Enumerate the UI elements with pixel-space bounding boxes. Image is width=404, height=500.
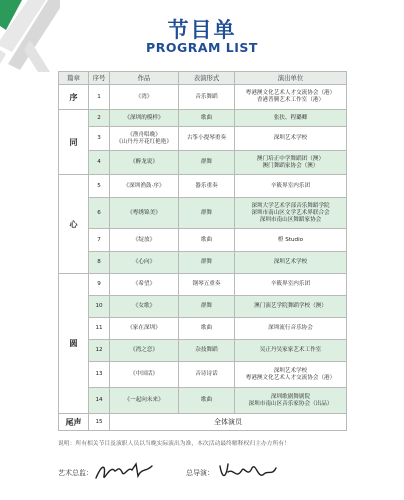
unit-line: 深圳艺术学校 [273,259,308,265]
item-work: 《醉龙说》 [110,151,179,175]
item-form: 杂技舞蹈 [179,340,235,362]
item-unit [235,229,347,252]
item-number: 14 [89,388,110,414]
table-row [59,318,347,340]
unit-line: 澳门演艺学院舞蹈学校（澳） [254,303,327,309]
unit-line: 橙 Studio [277,236,304,243]
item-number: 8 [89,252,110,274]
item-form: 音诗诗话 [179,362,235,388]
item-unit [235,252,347,274]
table-row [59,252,347,274]
unit-line: 辛筱界室内乐团 [270,281,311,287]
item-work: 《心向》 [110,252,179,274]
unit-line: 深圳艺术学校 [273,367,308,374]
item-form: 古筝小提琴重奏 [179,127,235,151]
item-form: 群舞 [179,198,235,229]
work-line: 《渔舟唱晚》 [127,131,161,138]
program-table [58,71,347,431]
item-number: 5 [89,175,110,198]
chief-director-label: 总导演： [186,469,214,477]
section-name: 圆 [59,274,89,414]
item-form: 歌曲 [179,318,235,340]
item-unit [235,340,347,362]
item-unit [235,110,347,127]
item-number: 1 [89,85,110,110]
table-row [59,362,347,388]
item-number: 4 [89,151,110,175]
table-row [59,175,347,198]
unit-line: 深圳市南山区文学艺术界联合会 [251,209,330,216]
unit-line: 深圳歌剧舞剧院 [270,393,311,400]
item-work: 《深圳渔鼓·序》 [110,175,179,198]
unit-line: 深圳大学艺术学部音乐舞蹈学院 [251,202,330,209]
unit-line: 吴正丹吴家家艺术工作室 [259,347,322,353]
item-unit [235,127,347,151]
item-number: 11 [89,318,110,340]
item-number: 9 [89,274,110,296]
item-work [110,127,179,151]
chief-director-signature-icon [216,458,278,486]
item-number: 15 [89,414,110,431]
item-work: 《希望》 [110,274,179,296]
item-form: 钢琴五重奏 [179,274,235,296]
section-name: 同 [59,110,89,175]
unit-line: 辛筱界室内乐团 [270,182,311,189]
unit-line: 张扶、程璐卿 [273,114,308,121]
table-row [59,198,347,229]
table-row [59,229,347,252]
item-unit [235,274,347,296]
item-number: 13 [89,362,110,388]
item-work: 《女歌》 [110,296,179,318]
item-unit [235,85,347,110]
unit-line: 深圳市南山区音乐家协会（出品） [248,400,333,407]
page-subtitle: PROGRAM LIST [146,40,258,55]
section-name: 序 [59,85,89,110]
art-director-signature-icon [94,458,156,486]
item-work: 《湾之恋》 [110,340,179,362]
item-unit [235,318,347,340]
item-form: 器乐重奏 [179,175,235,198]
item-work: 《湾》 [110,85,179,110]
table-row [59,110,347,127]
item-unit [235,198,347,229]
unit-line: 香港普腾艺术工作室（港） [256,97,325,103]
unit-line: 深圳流行音乐协会 [268,325,313,331]
table-row [59,296,347,318]
item-merged: 全体演员 [110,414,347,431]
item-work: 《一起向未来》 [110,388,179,414]
column-header: 篇章 [59,72,89,85]
item-form: 群舞 [179,252,235,274]
item-work: 《深圳的模样》 [110,110,179,127]
item-form: 歌曲 [179,388,235,414]
art-director-label: 艺术总监： [58,469,93,477]
item-unit [235,296,347,318]
item-number: 7 [89,229,110,252]
item-number: 6 [89,198,110,229]
column-header: 序号 [89,72,110,85]
column-header: 演出单位 [235,72,347,85]
unit-line: 深圳艺术学校 [273,135,308,141]
item-number: 2 [89,110,110,127]
unit-line: 粤港澳文化艺术人才交流协会（港） [245,90,336,96]
item-number: 12 [89,340,110,362]
signature-row [58,458,358,488]
table-row [59,274,347,296]
item-number: 10 [89,296,110,318]
item-unit [235,175,347,198]
item-form: 群舞 [179,151,235,175]
item-unit [235,151,347,175]
item-form: 音乐舞蹈 [179,85,235,110]
unit-line: 澳门舞蹈家协会（澳） [262,162,319,169]
table-row [59,340,347,362]
item-unit [235,388,347,414]
item-work: 《家在深圳》 [110,318,179,340]
unit-line: 澳门培正中学舞蹈团（澳） [256,155,325,162]
table-row [59,414,347,431]
table-row [59,388,347,414]
item-form: 群舞 [179,296,235,318]
section-name: 尾声 [59,414,89,431]
unit-line: 粤港澳文化艺术人才交流协会（港） [245,374,336,381]
item-work: 《粤绣锦美》 [110,198,179,229]
column-header: 作品 [110,72,179,85]
unit-line: 深圳市南山区舞蹈家协会 [259,216,322,223]
table-row [59,151,347,175]
column-header: 表演形式 [179,72,235,85]
item-number: 3 [89,127,110,151]
work-line: 《山丹丹开花红艳艳》 [116,138,172,145]
section-name: 心 [59,175,89,274]
table-header-row [59,72,347,85]
item-unit [235,362,347,388]
table-row [59,127,347,151]
item-work: 《绽放》 [110,229,179,252]
page-title: 节目单 [167,18,237,42]
item-form: 歌曲 [179,110,235,127]
footer-note: 说明：所有相关节目及演职人员以当晚实际演出为准，本次活动最终解释权归主办方所有！ [58,441,290,447]
table-row [59,85,347,110]
item-work: 《中国话》 [110,362,179,388]
item-form: 歌曲 [179,229,235,252]
